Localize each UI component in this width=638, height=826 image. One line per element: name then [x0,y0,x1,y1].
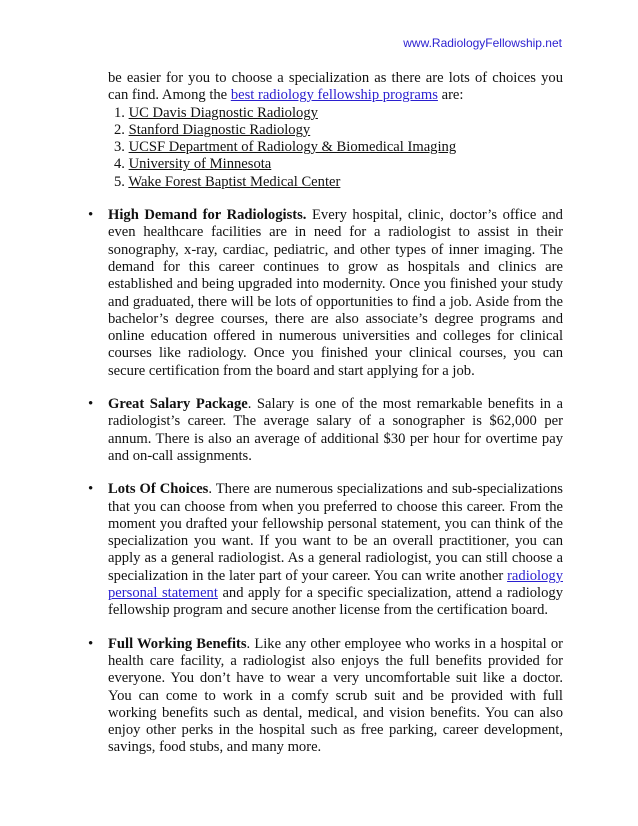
list-number: 1. [114,104,125,121]
list-item [114,174,563,191]
bullet-salary [88,396,563,465]
bullet-marker: • [88,396,94,413]
document-body [88,70,563,757]
program-link[interactable]: University of Minnesota [128,156,272,173]
personal-statement-link[interactable]: radiology personal statement [108,567,563,602]
list-number: 2. [114,121,125,138]
fellowship-programs-link[interactable]: best radiology fellowship programs [230,87,438,104]
list-item [114,105,563,122]
bullet-marker: • [88,481,94,498]
list-item [114,139,563,156]
list-number: 3. [114,139,125,156]
bullet-benefits [88,635,563,757]
bullet-paragraph [108,636,563,757]
bullet-heading: Full Working Benefits [108,635,247,652]
bullet-text-after-link: and apply for a specific specialization, attend a radiology fellowship program and secure another license from the certification board. [108,585,563,619]
program-link[interactable]: UC Davis Diagnostic Radiology [128,104,318,121]
bullet-text: . Like any other employee who works in a hospital or health care facility, a radiologist also enjoys the full benefits provided for everyone. You don’t have to wear a very uncomfortable suit like a doctor. You can come to work in a comfy scrub suit and be provided with full working benefits such as dental, medical, and vision benefits. You can also enjoy other perks in the hospital such as free parking, career development, savings, food stubs, and many more. [108,635,563,756]
bullet-choices [88,481,563,619]
list-item [114,156,563,173]
bullet-marker: • [88,635,94,652]
list-number: 4. [114,156,125,173]
program-link[interactable]: Wake Forest Baptist Medical Center [128,173,341,190]
bullet-paragraph [108,481,563,619]
site-url-link[interactable]: www.RadiologyFellowship.net [403,36,562,50]
bullet-paragraph [108,207,563,380]
program-link[interactable]: Stanford Diagnostic Radiology [128,121,311,138]
bullet-paragraph [108,396,563,465]
intro-lead: be easier for you to choose a specialization as there are lots of choices you can find. Among the [108,70,563,104]
bullet-text: . There are numerous specializations and sub-specializations that you can choose from when you preferred to choose this career. From the moment you drafted your fellowship personal statement, you can think of the specialization you want. If you want to be an overall practitioner, you can apply as a general radiologist. As a general radiologist, you can still choose a specialization in the later part of your career. You can write another [108,481,563,584]
bullet-text: Every hospital, clinic, doctor’s office and even healthcare facilities are in need for a radiologist to assist in their sonography, x-ray, cardiac, pediatric, and other types of inner imaging. The demand for this career continues to grow as hospitals and clinics are established and being upgraded into modernity. Once you finished your study and graduated, there will be lots of opportunities to find a job. Aside from the bachelor’s degree courses, there are also associate’s degree programs and online education offered in numerous universities and colleges for clinical courses like radiology. Once you finished your clinical courses, you can secure certification from the board and start applying for a job. [108,207,563,379]
list-item [114,122,563,139]
intro-after-link: are: [437,87,464,104]
bullet-text: . Salary is one of the most remarkable benefits in a radiologist’s career. The average salary of a sonographer is $62,000 per annum. There is also an average of additional $30 per hour for overtime pay and on-call assignments. [108,396,563,464]
bullet-heading: High Demand for Radiologists. [108,207,307,224]
bullet-high-demand [88,207,563,380]
bullet-heading: Lots Of Choices [108,481,209,498]
intro-paragraph [108,70,563,105]
bullet-marker: • [88,207,94,224]
program-link[interactable]: UCSF Department of Radiology & Biomedical Imaging [128,139,457,156]
list-number: 5. [114,173,125,190]
program-list [108,105,563,191]
bullet-heading: Great Salary Package [108,396,248,413]
